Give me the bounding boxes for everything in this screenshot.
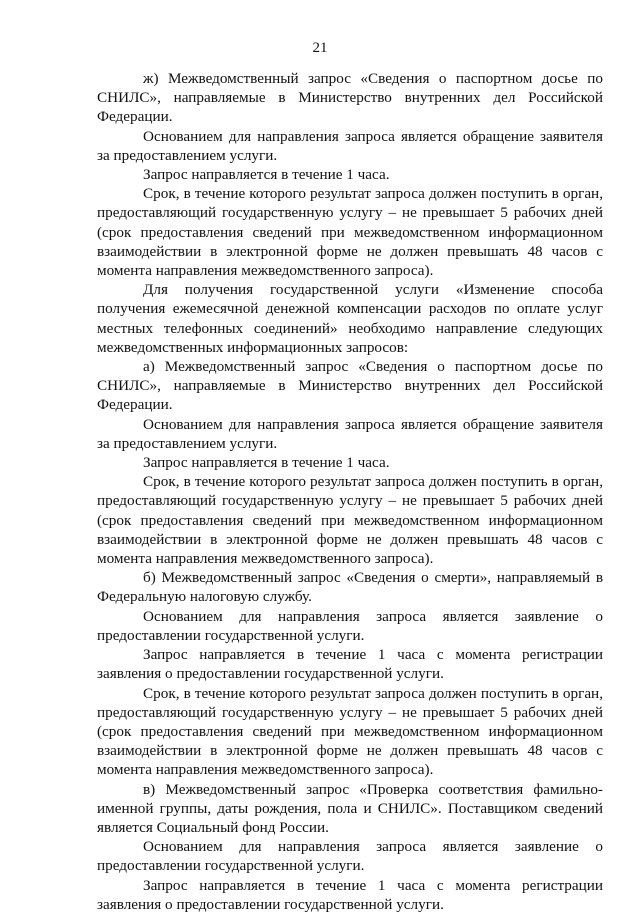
page-number: 21	[312, 40, 328, 56]
paragraph: ж) Межведомственный запрос «Сведения о паспортном досье по СНИЛС», направляемые в Министерство внутренних дел Российской Федерации.	[97, 70, 603, 126]
paragraph: а) Межведомственный запрос «Сведения о паспортном досье по СНИЛС», направляемые в Министерство внутренних дел Российской Федерации.	[97, 358, 603, 414]
paragraph: Срок, в течение которого результат запроса должен поступить в орган, предоставляющий государственную услугу – не превышает 5 рабочих дней (срок предоставления сведений при межведомственном информационном взаимодействии в электронной форме не должен превышать 48 часов с момента направления межведомственного запроса).	[97, 473, 603, 568]
paragraph: Основанием для направления запроса является обращение заявителя за предоставлением услуги.	[97, 415, 603, 452]
paragraph: Запрос направляется в течение 1 часа с момента регистрации заявления о предоставлении государственной услуги.	[97, 646, 603, 683]
paragraph: б) Межведомственный запрос «Сведения о смерти», направляемый в Федеральную налоговую службу.	[97, 569, 603, 606]
paragraph: в) Межведомственный запрос «Проверка соответствия фамильно-именной группы, даты рождения, пола и СНИЛС». Поставщиком сведений является Социальный фонд России.	[97, 780, 603, 836]
paragraph: Основанием для направления запроса является обращение заявителя за предоставлением услуги.	[97, 127, 603, 164]
paragraph: Основанием для направления запроса является заявление о предоставлении государственной услуги.	[97, 607, 603, 644]
paragraph: Основанием для направления запроса является заявление о предоставлении государственной услуги.	[97, 838, 603, 875]
paragraph: Запрос направляется в течение 1 часа.	[143, 166, 390, 184]
paragraph: Запрос направляется в течение 1 часа с момента регистрации заявления о предоставлении государственной услуги.	[97, 876, 603, 913]
paragraph: Для получения государственной услуги «Изменение способа получения ежемесячной денежной компенсации расходов по оплате услуг местных телефонных соединений» необходимо направление следующих межведомственных информационных запросов:	[97, 281, 603, 356]
document-body	[97, 69, 603, 914]
paragraph: Запрос направляется в течение 1 часа.	[143, 454, 390, 472]
paragraph: Срок, в течение которого результат запроса должен поступить в орган, предоставляющий государственную услугу – не превышает 5 рабочих дней (срок предоставления сведений при межведомственном информационном взаимодействии в электронной форме не должен превышать 48 часов с момента направления межведомственного запроса).	[97, 684, 603, 779]
paragraph: Срок, в течение которого результат запроса должен поступить в орган, предоставляющий государственную услугу – не превышает 5 рабочих дней (срок предоставления сведений при межведомственном информационном взаимодействии в электронной форме не должен превышать 48 часов с момента направления межведомственного запроса).	[97, 185, 603, 280]
